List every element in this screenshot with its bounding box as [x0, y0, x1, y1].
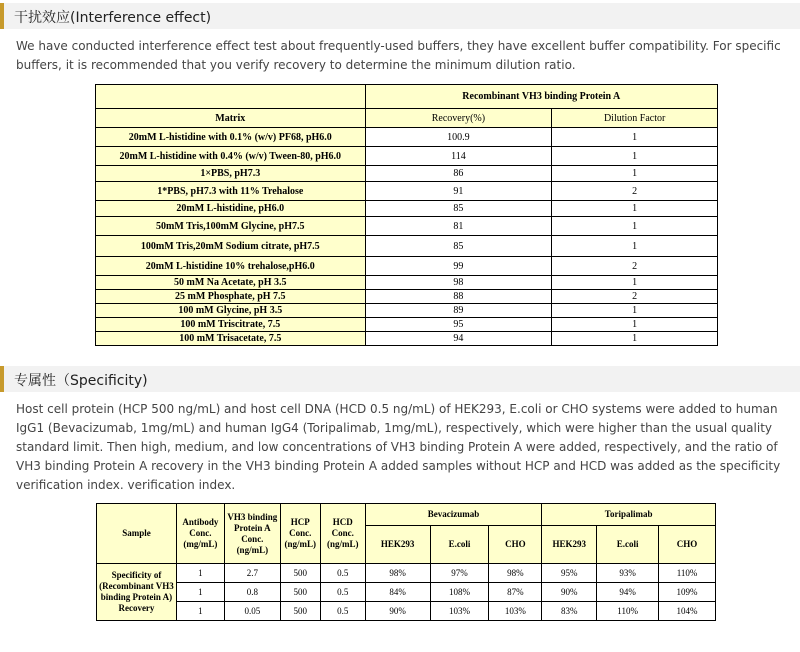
col-header-tor-cho: CHO — [659, 526, 716, 564]
col-header-dilution: Dilution Factor — [552, 109, 718, 128]
cell-tor-hek293: 95% — [542, 564, 597, 583]
cell-tor-cho: 109% — [659, 583, 716, 602]
group-header-bevacizumab: Bevacizumab — [365, 504, 542, 526]
cell-hcp: 500 — [280, 564, 320, 583]
interference-table — [95, 84, 718, 346]
cell-recovery: 86 — [365, 166, 552, 182]
cell-recovery: 94 — [365, 332, 552, 346]
table-row — [96, 182, 718, 201]
table-row — [96, 217, 718, 236]
cell-tor-hek293: 90% — [542, 583, 597, 602]
col-header-recovery: Recovery(%) — [365, 109, 552, 128]
cell-dilution: 1 — [552, 166, 718, 182]
col-header-vh3-conc: VH3 binding Protein A Conc. (ng/mL) — [224, 504, 280, 564]
cell-dilution: 2 — [552, 257, 718, 276]
cell-matrix: 100 mM Glycine, pH 3.5 — [96, 304, 366, 318]
table-row — [96, 276, 718, 290]
cell-tor-ecoli: 110% — [597, 602, 659, 621]
cell-recovery: 85 — [365, 236, 552, 257]
cell-antibody: 1 — [176, 564, 224, 583]
cell-dilution: 1 — [552, 236, 718, 257]
cell-matrix: 20mM L-histidine, pH6.0 — [96, 201, 366, 217]
cell-dilution: 2 — [552, 290, 718, 304]
cell-antibody: 1 — [176, 602, 224, 621]
col-header-bev-cho: CHO — [489, 526, 542, 564]
cell-dilution: 1 — [552, 318, 718, 332]
cell-bev-ecoli: 97% — [430, 564, 489, 583]
cell-recovery: 100.9 — [365, 128, 552, 147]
cell-bev-cho: 103% — [489, 602, 542, 621]
cell-matrix: 100mM Tris,20mM Sodium citrate, pH7.5 — [96, 236, 366, 257]
cell-dilution: 1 — [552, 217, 718, 236]
empty-corner-cell — [96, 85, 366, 109]
cell-dilution: 2 — [552, 182, 718, 201]
col-header-sample: Sample — [97, 504, 177, 564]
cell-dilution: 1 — [552, 201, 718, 217]
table-row — [96, 332, 718, 346]
cell-hcd: 0.5 — [320, 564, 365, 583]
cell-tor-hek293: 83% — [542, 602, 597, 621]
table-row — [96, 128, 718, 147]
sample-label: Specificity of (Recombinant VH3 binding Protein A) Recovery — [97, 564, 177, 621]
cell-matrix: 20mM L-histidine 10% trehalose,pH6.0 — [96, 257, 366, 276]
cell-recovery: 98 — [365, 276, 552, 290]
cell-dilution: 1 — [552, 147, 718, 166]
col-header-antibody-conc: Antibody Conc. (mg/mL) — [176, 504, 224, 564]
cell-matrix: 1×PBS, pH7.3 — [96, 166, 366, 182]
specificity-description: Host cell protein (HCP 500 ng/mL) and host cell DNA (HCD 0.5 ng/mL) of HEK293, E.coli or CHO systems were added to human IgG1 (Bevacizumab, 1mg/mL) and human IgG4 (Toripalimab, 1mg/mL), respectively, which were higher than the usual quality standard limit. Then high, medium, and low concentrations of VH3 binding Protein A were added, respectively, and the ratio of VH3 binding Protein A recovery in the VH3 binding Protein A added samples without HCP and HCD was added as the specificity verification index. verification index. — [16, 402, 781, 492]
cell-matrix: 50mM Tris,100mM Glycine, pH7.5 — [96, 217, 366, 236]
section-title: 干扰效应(Interference effect) — [14, 10, 212, 26]
cell-dilution: 1 — [552, 276, 718, 290]
cell-matrix: 1*PBS, pH7.3 with 11% Trehalose — [96, 182, 366, 201]
col-header-bev-hek293: HEK293 — [365, 526, 430, 564]
cell-matrix: 20mM L-histidine with 0.4% (w/v) Tween-80, pH6.0 — [96, 147, 366, 166]
cell-bev-hek293: 84% — [365, 583, 430, 602]
cell-recovery: 99 — [365, 257, 552, 276]
cell-matrix: 25 mM Phosphate, pH 7.5 — [96, 290, 366, 304]
cell-bev-cho: 98% — [489, 564, 542, 583]
col-header-bev-ecoli: E.coli — [430, 526, 489, 564]
cell-vh3: 0.05 — [224, 602, 280, 621]
cell-vh3: 0.8 — [224, 583, 280, 602]
cell-recovery: 114 — [365, 147, 552, 166]
group-header: Recombinant VH3 binding Protein A — [365, 85, 717, 109]
section-title: 专属性（Specificity) — [14, 373, 148, 389]
table-row — [96, 304, 718, 318]
col-header-hcp-conc: HCP Conc. (ng/mL) — [280, 504, 320, 564]
cell-recovery: 81 — [365, 217, 552, 236]
cell-recovery: 89 — [365, 304, 552, 318]
cell-vh3: 2.7 — [224, 564, 280, 583]
cell-tor-ecoli: 93% — [597, 564, 659, 583]
cell-bev-ecoli: 108% — [430, 583, 489, 602]
cell-tor-cho: 104% — [659, 602, 716, 621]
cell-recovery: 85 — [365, 201, 552, 217]
section-header-specificity — [0, 366, 800, 392]
cell-hcd: 0.5 — [320, 602, 365, 621]
table-row — [96, 166, 718, 182]
cell-hcp: 500 — [280, 602, 320, 621]
cell-matrix: 100 mM Triscitrate, 7.5 — [96, 318, 366, 332]
cell-matrix: 50 mM Na Acetate, pH 3.5 — [96, 276, 366, 290]
group-header-toripalimab: Toripalimab — [542, 504, 716, 526]
cell-bev-ecoli: 103% — [430, 602, 489, 621]
table-row — [96, 257, 718, 276]
section-header-interference — [0, 3, 800, 29]
col-header-hcd-conc: HCD Conc. (ng/mL) — [320, 504, 365, 564]
cell-antibody: 1 — [176, 583, 224, 602]
cell-dilution: 1 — [552, 304, 718, 318]
cell-recovery: 91 — [365, 182, 552, 201]
cell-matrix: 20mM L-histidine with 0.1% (w/v) PF68, pH6.0 — [96, 128, 366, 147]
table-row — [96, 201, 718, 217]
cell-bev-hek293: 90% — [365, 602, 430, 621]
interference-description: We have conducted interference effect test about frequently-used buffers, they have excellent buffer compatibility. For specific buffers, it is recommended that you verify recovery to determine the minimum dilution ratio. — [16, 39, 781, 72]
table-row — [96, 236, 718, 257]
cell-recovery: 95 — [365, 318, 552, 332]
cell-recovery: 88 — [365, 290, 552, 304]
cell-hcp: 500 — [280, 583, 320, 602]
table-row — [96, 147, 718, 166]
cell-tor-cho: 110% — [659, 564, 716, 583]
table-row — [96, 318, 718, 332]
cell-tor-ecoli: 94% — [597, 583, 659, 602]
col-header-tor-ecoli: E.coli — [597, 526, 659, 564]
table-row — [96, 290, 718, 304]
cell-hcd: 0.5 — [320, 583, 365, 602]
col-header-matrix: Matrix — [96, 109, 366, 128]
cell-dilution: 1 — [552, 332, 718, 346]
cell-bev-hek293: 98% — [365, 564, 430, 583]
col-header-tor-hek293: HEK293 — [542, 526, 597, 564]
specificity-table — [96, 503, 716, 621]
cell-matrix: 100 mM Trisacetate, 7.5 — [96, 332, 366, 346]
cell-bev-cho: 87% — [489, 583, 542, 602]
cell-dilution: 1 — [552, 128, 718, 147]
